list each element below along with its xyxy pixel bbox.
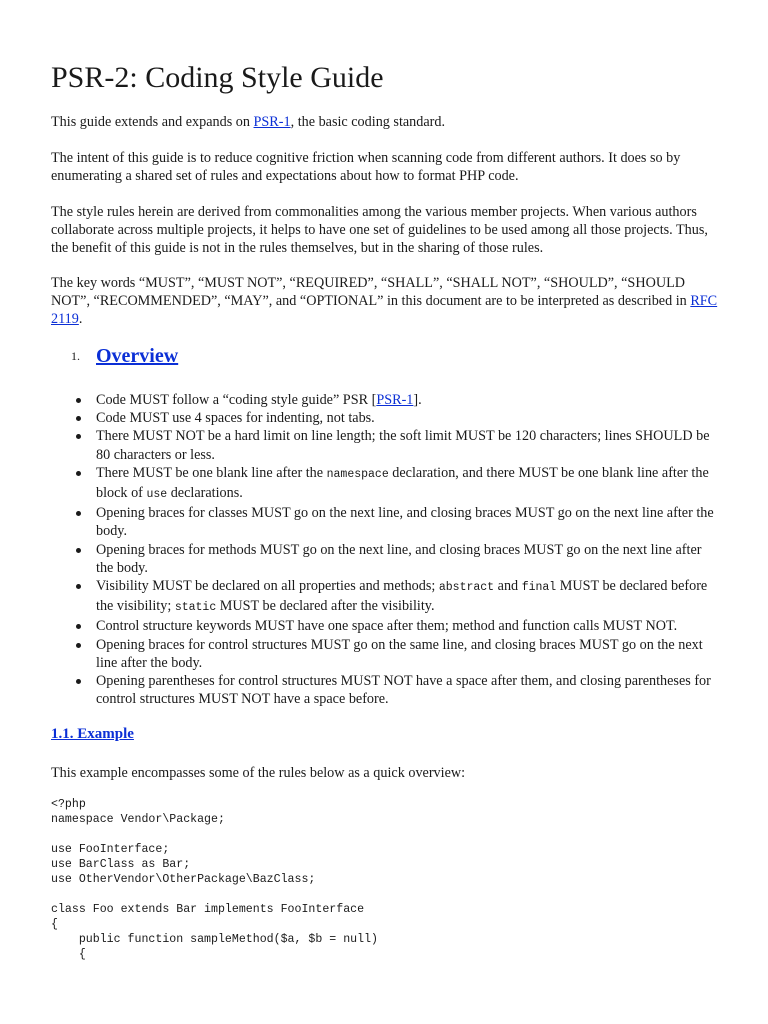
bullet-icon bbox=[76, 471, 81, 476]
list-item: Code MUST follow a “coding style guide” PSR [PSR-1]. bbox=[71, 391, 721, 409]
bullet-icon bbox=[76, 548, 81, 553]
inline-code: use bbox=[146, 488, 168, 502]
example-heading-link[interactable]: 1.1. Example bbox=[51, 726, 134, 742]
list-item: Opening braces for control structures MUST go on the same line, and closing braces MUST go on the next line after the body. bbox=[71, 636, 721, 672]
inline-code: final bbox=[521, 581, 557, 595]
list-item: Opening braces for classes MUST go on the next line, and closing braces MUST go on the next line after the body. bbox=[71, 504, 721, 540]
bullet-icon bbox=[76, 511, 81, 516]
inline-code: abstract bbox=[438, 581, 495, 595]
inline-code: static bbox=[174, 601, 217, 615]
bullet-icon bbox=[76, 584, 81, 589]
list-item: There MUST NOT be a hard limit on line length; the soft limit MUST be 120 characters; lines SHOULD be 80 characters or less. bbox=[71, 427, 721, 463]
overview-title-link[interactable]: Overview bbox=[96, 345, 179, 367]
overview-list bbox=[71, 391, 721, 708]
list-item: There MUST be one blank line after the namespace declaration, and there MUST be one blank line after the block of use declarations. bbox=[71, 464, 721, 504]
code-block: <?php namespace Vendor\Package; use FooInterface; use BarClass as Bar; use OtherVendor\OtherPackage\BazClass; class Foo extends Bar implements FooInterface { public function sampleMethod($a, $b = null) { bbox=[51, 798, 378, 961]
list-item: Opening parentheses for control structures MUST NOT have a space after them, and closing parentheses for control structures MUST NOT have a space before. bbox=[71, 672, 721, 708]
bullet-icon bbox=[76, 624, 81, 629]
list-item: Control structure keywords MUST have one space after them; method and function calls MUST NOT. bbox=[71, 617, 721, 635]
intro-paragraph-1: This guide extends and expands on PSR-1, the basic coding standard. bbox=[51, 114, 446, 130]
intro-paragraph-2: The intent of this guide is to reduce cognitive friction when scanning code from different authors. It does so by enumerating a shared set of rules and expectations about how to format PHP code. bbox=[51, 150, 681, 184]
bullet-icon bbox=[76, 398, 81, 403]
list-item: Opening braces for methods MUST go on the next line, and closing braces MUST go on the next line after the body. bbox=[71, 541, 721, 577]
overview-number: 1. bbox=[71, 349, 80, 363]
rfc-2119-link[interactable]: RFC 2119 bbox=[51, 293, 718, 327]
bullet-icon bbox=[76, 434, 81, 439]
list-item: Visibility MUST be declared on all properties and methods; abstract and final MUST be declared before the visibility; static MUST be declared after the visibility. bbox=[71, 577, 721, 617]
bullet-icon bbox=[76, 416, 81, 421]
intro-paragraph-4: The key words “MUST”, “MUST NOT”, “REQUIRED”, “SHALL”, “SHALL NOT”, “SHOULD”, “SHOULD NOT”, “RECOMMENDED”, “MAY”, and “OPTIONAL” in this document are to be interpreted as described in RFC 2119. bbox=[51, 275, 718, 327]
bullet-icon bbox=[76, 643, 81, 648]
page-title: PSR-2: Coding Style Guide bbox=[51, 61, 384, 94]
intro-paragraph-3: The style rules herein are derived from commonalities among the various member projects. When various authors collaborate across multiple projects, it helps to have one set of guidelines to be used among all those projects. Thus, the benefit of this guide is not in the rules themselves, but in the sharing of those rules. bbox=[51, 204, 708, 256]
psr-1-link[interactable]: PSR-1 bbox=[376, 392, 414, 408]
psr-1-link[interactable]: PSR-1 bbox=[253, 114, 291, 130]
bullet-icon bbox=[76, 679, 81, 684]
overview-heading bbox=[71, 345, 178, 368]
inline-code: namespace bbox=[326, 467, 389, 481]
list-item: Code MUST use 4 spaces for indenting, not tabs. bbox=[71, 409, 721, 427]
example-description: This example encompasses some of the rules below as a quick overview: bbox=[51, 765, 466, 781]
